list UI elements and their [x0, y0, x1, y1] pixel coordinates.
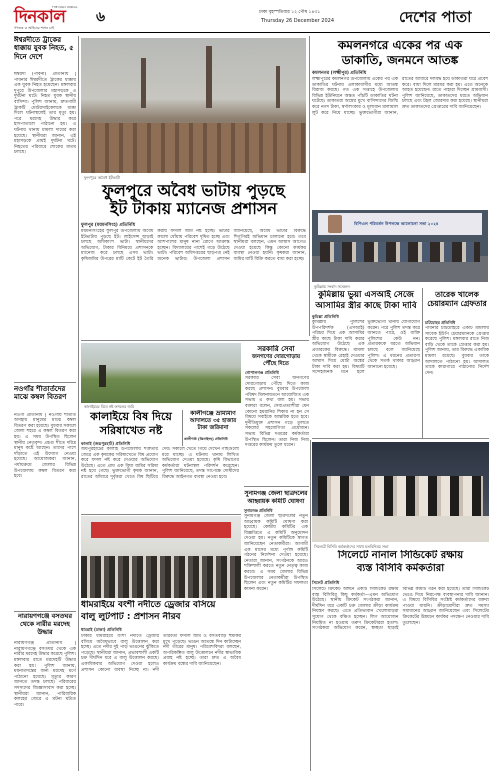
kiln-body: ময়মনসিংহের ফুলপুর উপজেলায় অবৈধ ইটভাটায় পুড়ছে ইট। লাইসেন্স ছাড়াই চলছে অধিকাংশ ভাটা। স্থানীয়দের অভিযোগ, টাকার বিনিময়ে প্রশাসনকে ম্যানেজ করে চলছে এসব ভাটা। কৃষিজমির উপরের মাটি কেটে ইট তৈরি করায় ফসলি জমি নষ্ট হচ্ছে। ভাটার কালো ধোঁয়ায় পরিবেশ দূষিত হচ্ছে এবং আশপাশের মানুষ নানা রোগে আক্রান্ত হচ্ছেন। বিদ্যালয়ের পাশেই গড়ে উঠেছে ভাটা। পরিবেশ অধিদপ্তরের ছাড়পত্র নেই অনেক ভাটার। উপজেলা প্রশাসন জানিয়েছে, অবৈধ ভাটার বিরুদ্ধে শিগগিরই অভিযান চালানো হবে। তবে স্থানীয়রা বলছেন, এমন আশ্বাস আগেও দেওয়া হয়েছে কিন্তু কোনো কার্যকর ব্যবস্থা নেওয়া হয়নি। কৃষকরা জানান, জমির মাটি বিক্রি করতে বাধ্য করা হচ্ছে।	[81, 229, 306, 262]
kumilla-body: কুমিল্লায় পুলিশের উপপরিদর্শক (এসআই) পরিচয় দিয়ে এক আসামির স্ত্রীর কাছে টাকা দাবি করার অভিযোগ উঠেছে এক প্রতারকের বিরুদ্ধে। মামলা থেকে স্বামীকে রেহাই দেওয়ার আশ্বাস দিয়ে মোটা অঙ্কের টাকা দাবি করা হয়। বিষয়টি সন্দেহজনক মনে হলে ভুক্তভোগী থানায় যোগাযোগ করেন। পরে পুলিশ তদন্ত করে জানতে পারে, ওই ব্যক্তি পুলিশের কেউ নন। প্রতারককে ধরতে অভিযান চলছে বলে জানিয়েছে পুলিশ। এ ধরনের প্রতারণা থেকে সতর্ক থাকার আহ্বান জানানো হয়েছে।	[312, 320, 420, 376]
date-english: Thursday 26 December 2024	[261, 18, 335, 24]
left-divider-1	[14, 382, 76, 383]
sylhet-photo-caption: সিলেটে বিসিবি কর্মকর্তাদের সাথে মতবিনিময় সভা	[314, 544, 389, 549]
sylhet-byline: সিলেট প্রতিনিধি	[312, 580, 340, 585]
court-headline-1: কালীগঞ্জে ভ্রাম্যমাণ	[190, 410, 236, 417]
sunamganj-byline: সুনামগঞ্জ প্রতিনিধি	[244, 508, 273, 513]
poison-headline-1: কালাইয়ে বিষ দিয়ে	[90, 410, 172, 423]
sarker-byline: গোপালগঞ্জ প্রতিনিধি	[245, 370, 279, 375]
brick-stacks	[81, 123, 306, 173]
left-headline-1: ঈশ্বরদীতে ট্রাকের ধাক্কায় যুবক নিহত, ৫ দিনে দেশে	[14, 36, 74, 61]
tarek-headline: তারেক খালেক চেয়ারম্যান গ্রেফতার	[427, 290, 487, 308]
banner-portrait-icon	[328, 215, 342, 233]
left-column-rule	[78, 36, 79, 771]
kumilla-photo-caption: কুমিল্লায় সংবাদ সম্মেলন	[314, 284, 350, 289]
masthead	[14, 6, 490, 34]
sunamganj-headline-1: সুনামগঞ্জ জেলা ছাত্রদলের	[244, 490, 308, 497]
court-headline-2: আদালতে ৩৫ হাজার টাকা জরিমানা	[189, 418, 237, 431]
robbery-body: লক্ষ্মীপুরের কমলনগর উপজেলায় একের পর এক ডাকাতির ঘটনায় এলাকাবাসীর মধ্যে আতঙ্ক বিরাজ করছে। গত এক সপ্তাহে উপজেলার বিভিন্ন ইউনিয়নে অন্তত পাঁচটি ডাকাতির ঘটনা ঘটেছে। ডাকাতরা অস্ত্রের মুখে বাসিন্দাদের জিম্মি করে নগদ টাকা, স্বর্ণালংকার ও মূল্যবান মালামাল লুট করে নিয়ে যাচ্ছে। ভুক্তভোগীরা জানান, রাতের আঁধারে দলবদ্ধ হয়ে ডাকাতরা ঘরে প্রবেশ করে। বাধা দিলে মারধর করা হয়। এতে অনেকে আহত হয়েছেন। রাতে পাহারা দিচ্ছেন গ্রামবাসী। পুলিশ জানিয়েছে, ডাকাতদের ধরতে অভিযান চলছে এবং টহল জোরদার করা হয়েছে। স্থানীয়রা দ্রুত ডাকাতদের গ্রেপ্তারের দাবি জানিয়েছেন।	[312, 77, 488, 116]
sarker-headline-2: জনগণের দোরগোড়ায় পৌঁছে দিতে	[251, 354, 301, 367]
divider-poison-bottom	[81, 514, 241, 515]
divider-sarker-bottom	[244, 486, 309, 487]
chimney-1-icon	[141, 58, 146, 108]
left-headline-3: নারায়ণগঞ্জে বসতঘর থেকে নারীর মরদেহ উদ্ধার	[17, 613, 73, 636]
section-title: দেশের পাতা	[399, 8, 472, 26]
robbery-byline: কমলনগর (লক্ষ্মীপুর) প্রতিনিধি	[312, 71, 367, 76]
sylhet-headline-2: ব্যস্ত বিসিবি কর্মকর্তারা	[356, 563, 445, 574]
chimney-3-icon	[276, 66, 280, 108]
sylhet-table	[312, 516, 489, 542]
sylhet-body: সিলেটে ক্রিকেট অঙ্গনে একটি সিন্ডিকেট রক্ষায় ব্যস্ত বিসিবির কিছু কর্মকর্তা—এমন অভিযোগ উঠেছে। স্থানীয় ক্রিকেট সংগঠকরা জানান, দীর্ঘদিন ধরে একটি চক্র জেলার ক্রীড়া কার্যক্রম নিয়ন্ত্রণ করছে। এতে প্রতিভাবান খেলোয়াড়রা সুযোগ থেকে বঞ্চিত হচ্ছেন। লিগ আয়োজন নিয়মিত না হওয়ায় তরুণ ক্রিকেটাররা হতাশ। সংগঠকরা অভিযোগ করেন, স্বচ্ছতা ছাড়াই বিভিন্ন কমিটি গঠন করা হয়েছে। তারা সিন্ডিকেট ভেঙে দিয়ে নিরপেক্ষ ব্যবস্থাপনার দাবি জানান। এ বিষয়ে বিসিবির সংশ্লিষ্ট কর্মকর্তাদের বক্তব্য পাওয়া যায়নি। ক্রীড়ামোদীরা দ্রুত সমস্যা সমাধানের আহ্বান জানিয়েছেন এবং সিলেটের ক্রিকেটের উন্নয়নে কার্যকর পদক্ষেপ নেওয়ার দাবি তুলেছেন।	[312, 587, 489, 632]
date-bangla: ঢাকা বৃহস্পতিবার ১২ পৌষ ১৪৩১	[259, 10, 321, 15]
kiln-byline: ফুলপুর (ময়মনসিংহ) প্রতিনিধি	[81, 223, 136, 228]
divider-kiln-bottom	[81, 340, 309, 341]
left-body-2: নওগাঁ প্রতিনিধি | নওগাঁয় শীতার্ত অসহায় মানুষের মাঝে কম্বল বিতরণ করা হয়েছে। বুধবার সকালে জেলা শহরে এ কম্বল বিতরণ করা হয়। এ সময় উপস্থিত ছিলেন স্থানীয় নেতৃবৃন্দ। প্রচণ্ড শীতে দরিদ্র মানুষ কষ্টে আছেন। তাদের পাশে দাঁড়াতে এই উদ্যোগ নেওয়া হয়েছে। আয়োজকরা জানান, পর্যায়ক্রমে জেলার বিভিন্ন উপজেলায় কম্বল বিতরণ করা হবে।	[14, 412, 76, 480]
kiln-headline-1: ফুলপুরে অবৈধ ভাটায় পুড়ছে	[102, 181, 285, 200]
left-column	[14, 36, 76, 771]
left-body-3: নারায়ণগঞ্জ প্রতিনিধি | নারায়ণগঞ্জে বসতঘর থেকে এক নারীর মরদেহ উদ্ধার করেছে পুলিশ। মঙ্গলবার রাতে মরদেহটি উদ্ধার করা হয়। পুলিশ জানায়, ময়নাতদন্তের জন্য মরদেহ মর্গে পাঠানো হয়েছে। মৃত্যুর কারণ জানতে তদন্ত চলছে। পরিবারের সদস্যদের জিজ্ঞাসাবাদ করা হচ্ছে। স্থানীয়রা জানান, পারিবারিক কলহের জেরে এ ঘটনা ঘটতে পারে।	[14, 641, 76, 708]
sylhet-photo	[312, 442, 489, 542]
kiln-photo	[81, 38, 306, 173]
left-headline-2: নওগাঁর শীতার্তদের মাঝে কম্বল বিতরণ	[14, 384, 67, 401]
kumilla-banner	[318, 213, 482, 235]
divider-robbery-bottom	[312, 438, 489, 439]
dhamrai-headline-2: বালু লুটপাট : প্রশাসন নীরব	[81, 612, 181, 622]
left-divider-2	[14, 611, 76, 612]
court-byline: কালীগঞ্জ (ঝিনাইদহ) প্রতিনিধি	[184, 437, 228, 441]
kumilla-byline: কুমিল্লা প্রতিনিধি	[312, 314, 339, 319]
dhamrai-banner	[91, 522, 231, 538]
poison-byline: কালাই (জয়পুরহাট) প্রতিনিধি	[81, 441, 131, 446]
left-body-1: ঈশ্বরদী (পাবনা) প্রতিনিধি | পাবনার ঈশ্বরদীতে ট্রাকের ধাক্কায় এক যুবক নিহত হয়েছেন। মঙ্গলবার দুপুরে উপজেলার মহাসড়কে এ দুর্ঘটনা ঘটে। নিহত যুবক স্থানীয় বাসিন্দা। পুলিশ জানায়, দ্রুতগামী ট্রাকটি মোটরসাইকেলকে ধাক্কা দিলে ঘটনাস্থলেই তার মৃত্যু হয়। পরে মরদেহ উদ্ধার করে হাসপাতালে পাঠানো হয়। এ ঘটনায় থানায় মামলা দায়ের করা হয়েছে। স্থানীয়রা জানান, এই মহাসড়কে প্রায়ই দুর্ঘটনা ঘটে। নিহতের পরিবারে শোকের মাতম চলছে।	[14, 72, 76, 156]
poison-body: জয়পুরহাটের কালাই উপজেলায় শত্রুতার জেরে এক কৃষকের সরিষাখেতে বিষ প্রয়োগ করে ফসল নষ্ট করে দেওয়ার অভিযোগ উঠেছে। এতে প্রায় এক বিঘা জমির সরিষা নষ্ট হয়ে গেছে। ভুক্তভোগী কৃষক জানান, রাতের আঁধারে দুর্বৃত্তরা খেতে বিষ ছিটিয়ে দেয়। সকালে খেতে গিয়ে দেখেন গাছগুলো মরে যাচ্ছে। এ ঘটনায় থানায় লিখিত অভিযোগ দেওয়া হয়েছে। কৃষি বিভাগের কর্মকর্তারা ঘটনাস্থল পরিদর্শন করেছেন। পুলিশ জানিয়েছে, তদন্ত সাপেক্ষে দোষীদের বিরুদ্ধে আইনগত ব্যবস্থা নেওয়া হবে।	[81, 447, 239, 480]
court-rule	[182, 410, 183, 446]
logo-text: দিনকাল	[14, 7, 66, 27]
chimney-2-icon	[206, 46, 212, 108]
page-number: ৬	[96, 9, 106, 25]
dhamrai-headline-1: ধামরাইয়ে বংশী নদীতে ড্রেজার বসিয়ে	[81, 600, 216, 610]
sylhet-headline-1: সিলেটে নানাল সিন্ডিকেট রক্ষায়	[337, 550, 464, 561]
dhamrai-photo	[81, 516, 241, 598]
robbery-headline-1: কমলনগরে একের পর এক	[337, 38, 463, 52]
logo	[14, 6, 80, 26]
poison-headline-2: সরিষাখেত নষ্ট	[99, 424, 163, 437]
field-person-icon	[99, 365, 106, 387]
masthead-rule	[14, 32, 490, 33]
field-photo-caption: কালাইয়ের বিষে নষ্ট ফসলের জমি	[84, 404, 135, 409]
tagline: গণতন্ত্র ও আইনের শাসন চাই	[14, 26, 55, 30]
sarker-body: সরকারি সেবা জনগণের দোরগোড়ায় পৌঁছে দিতে কাজ করছে প্রশাসন। বুধবার উপজেলা পরিষদ মিলনায়তনে আয়োজিত এক সভায় এ কথা বলা হয়। সভায় বক্তারা বলেন, সেবাপ্রত্যাশীরা যেন কোনো হয়রানির শিকার না হন সে বিষয়ে সবাইকে আন্তরিক হতে হবে। দুর্নীতিমুক্ত প্রশাসন গড়ে তুলতে সকলের সহযোগিতা প্রয়োজন। সভায় বিভিন্ন দপ্তরের কর্মকর্তারা উপস্থিত ছিলেন। তারা নিজ নিজ দপ্তরের কার্যক্রম তুলে ধরেন।	[245, 376, 309, 449]
field-photo	[81, 343, 241, 403]
kumilla-banner-text: বিপিএল পরিবর্তন উপলক্ষে আলোচনা সভা ২০২৪	[354, 221, 439, 226]
sylhet-people	[318, 476, 483, 516]
sunamganj-body: সুনামগঞ্জ জেলা ছাত্রদলের নতুন আহ্বায়ক কমিটি ঘোষণা করা হয়েছে। কেন্দ্রীয় কমিটির এক বিজ্ঞপ্তিতে এ কমিটি অনুমোদন দেওয়া হয়। নতুন কমিটিকে স্বাগত জানিয়েছেন নেতাকর্মীরা। আগামী এক মাসের মধ্যে পূর্ণাঙ্গ কমিটি গঠনের নির্দেশনা দেওয়া হয়েছে। নেতারা জানান, সংগঠনকে আরও শক্তিশালী করতে নতুন নেতৃত্ব কাজ করবে। এ সময় জেলার বিভিন্ন উপজেলার নেতাকর্মীরা উপস্থিত ছিলেন এবং নতুন কমিটির সফলতা কামনা করেন।	[244, 514, 308, 592]
kiln-headline-2: ইট টাকায় ম্যানেজ প্রশাসন	[110, 199, 277, 218]
kiln-photo-caption: ফুলপুরে অবৈধ ইটভাটা	[84, 175, 121, 180]
sarker-headline-1: সরকারি সেবা	[257, 345, 295, 353]
dhamrai-byline: ধামরাই (ঢাকা) প্রতিনিধি	[81, 627, 122, 632]
kumilla-headline-1: কুমিল্লায় ভুয়া এসআই সেজে	[318, 290, 414, 300]
tarek-body: পাবনার চাটমোহরে একটি মামলায় সাবেক ইউপি চেয়ারম্যানকে গ্রেপ্তার করেছে পুলিশ। মঙ্গলবার রাতে নিজ বাড়ি থেকে তাকে গ্রেপ্তার করা হয়। পুলিশ জানায়, তার বিরুদ্ধে একাধিক মামলা রয়েছে। বুধবার তাকে আদালতে পাঠানো হয়। আদালত তাকে কারাগারে পাঠানোর নির্দেশ দেন।	[425, 326, 489, 376]
dhamrai-crowd	[81, 556, 241, 598]
person-row	[320, 242, 480, 262]
sunamganj-headline-2: আহ্বায়ক কমিটি ঘোষণা	[247, 498, 305, 505]
right-rule-top	[309, 36, 310, 336]
kumilla-headline-2: আসামির স্ত্রীর কাছে টাকা দাবি	[315, 301, 417, 311]
kumilla-photo	[312, 210, 488, 282]
dhamrai-body: ঢাকার ধামরাইয়ে বংশী নদীতে ড্রেজার বসিয়ে অবৈধভাবে বালু উত্তোলন করা হচ্ছে। এতে নদীর দুই পাড় ভাঙনের ঝুঁকিতে পড়েছে। স্থানীয়রা জানান, প্রভাবশালী একটি চক্র দীর্ঘদিন ধরে এ বালু উত্তোলন করছে। একাধিকবার অভিযোগ দেওয়া হলেও প্রশাসন কোনো ব্যবস্থা নিচ্ছে না। নদী তীরবর্তী ফসলি জমি ও বসতবাড়ি হুমকির মুখে পড়েছে। ভাঙন আতঙ্কে দিন কাটাচ্ছেন নদী তীরের মানুষ। পরিবেশবিদরা বলছেন, অপরিকল্পিত বালু উত্তোলনে নদীর স্বাভাবিক প্রবাহ নষ্ট হচ্ছে। তারা দ্রুত এ অবৈধ কার্যক্রম বন্ধের দাবি জানিয়েছেন।	[81, 634, 241, 673]
tarek-byline: চাটমোহর প্রতিনিধি	[425, 320, 456, 325]
sylhet-rule	[310, 440, 311, 771]
robbery-headline-2: ডাকাতি, জনমনে আতঙ্ক	[341, 53, 459, 67]
tarek-rule	[422, 288, 423, 438]
logo-sub: THE DAILY DINKAL	[52, 5, 78, 9]
